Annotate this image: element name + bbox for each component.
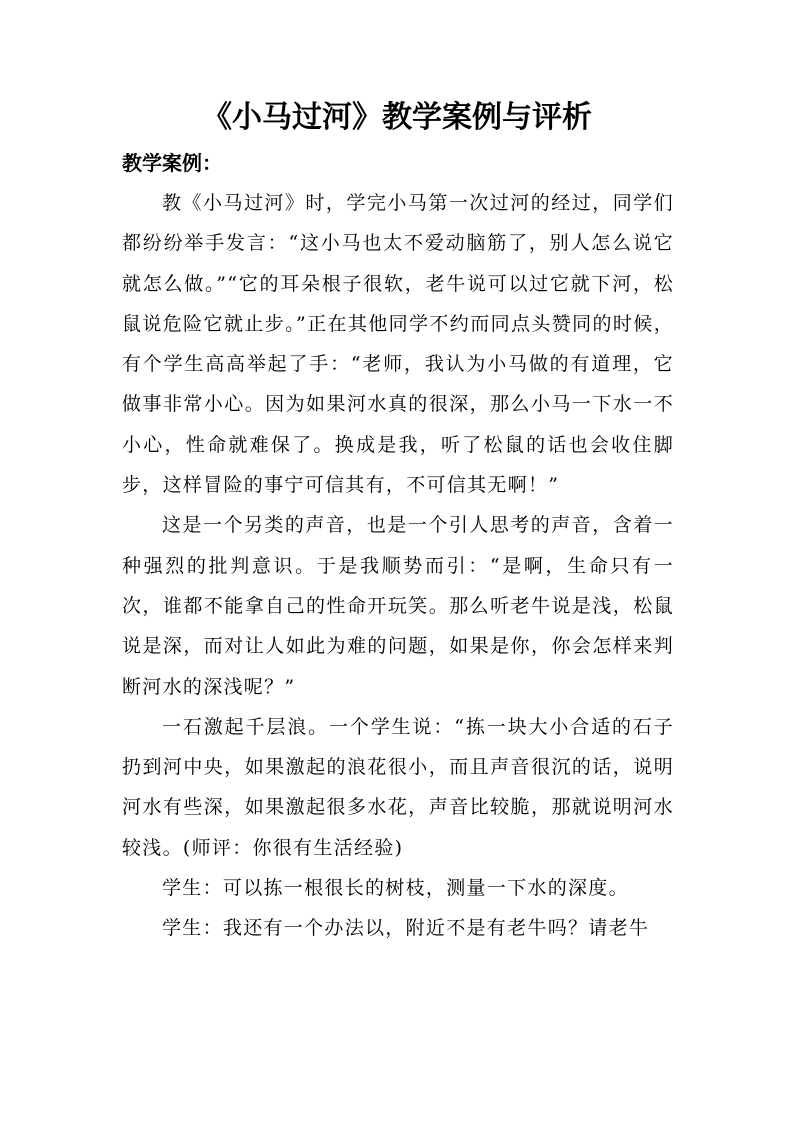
section-heading: 教学案例：	[122, 151, 222, 175]
paragraph-5: 学生：我还有一个办法以，附近不是有老牛吗？请老牛	[162, 917, 650, 940]
document-body	[122, 183, 674, 949]
paragraph-1: 教《小马过河》时，学完小马第一次过河的经过，同学们都纷纷举手发言：“这小马也太不爱动脑筋了，别人怎么说它就怎么做。”“它的耳朵根子很软，老牛说可以过它就下河，松鼠说危险它就止步。”正在其他同学不约而同点头赞同的时候，有个学生高高举起了手：“老师，我认为小马做的有道理，它做事非常小心。因为如果河水真的很深，那么小马一下水一不小心，性命就难保了。换成是我，听了松鼠的话也会收住脚步，这样冒险的事宁可信其有，不可信其无啊！”	[122, 192, 674, 497]
paragraph-3: 一石激起千层浪。一个学生说：“拣一块大小合适的石子扔到河中央，如果激起的浪花很小，而且声音很沉的话，说明河水有些深，如果激起很多水花，声音比较脆，那就说明河水较浅。(师评：你很有生活经验)	[122, 715, 674, 859]
paragraph-4: 学生：可以拣一根很长的树枝，测量一下水的深度。	[162, 877, 629, 900]
paragraph-2: 这是一个另类的声音，也是一个引人思考的声音，含着一种强烈的批判意识。于是我顺势而引：“是啊，生命只有一次，谁都不能拿自己的性命开玩笑。那么听老牛说是浅，松鼠说是深，而对让人如此为难的问题，如果是你，你会怎样来判断河水的深浅呢？”	[122, 514, 674, 698]
document-title: 《小马过河》教学案例与评析	[202, 100, 592, 135]
